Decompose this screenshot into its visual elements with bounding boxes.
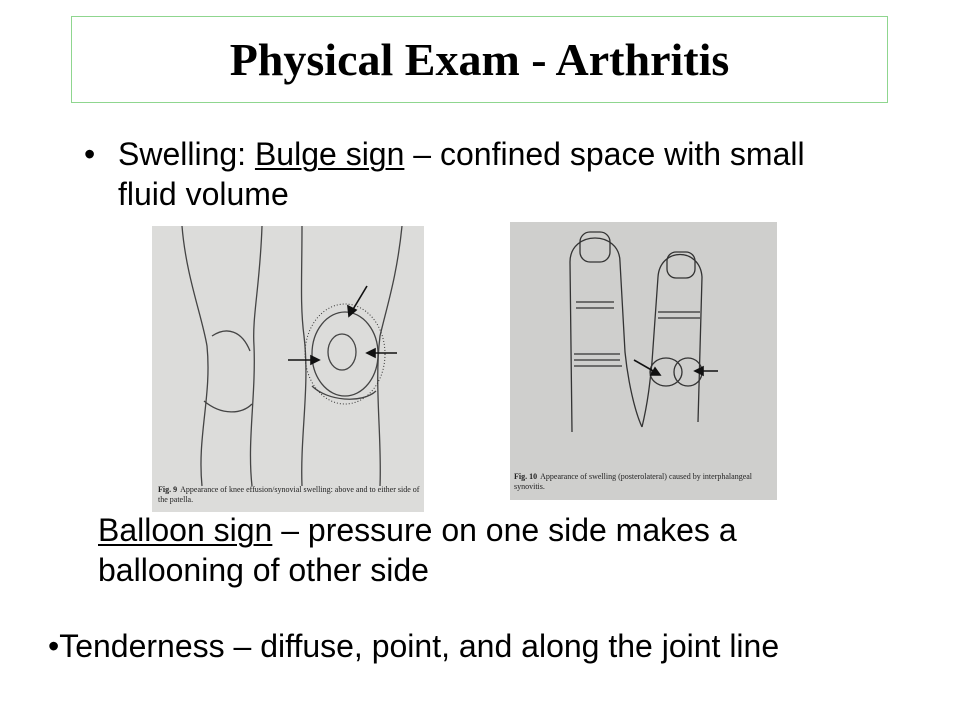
swelling-bullet: [84, 134, 864, 214]
title-box: [71, 16, 888, 103]
finger-illustration: [510, 222, 777, 500]
swelling-description: – confined space with small fluid volume: [118, 136, 805, 212]
knee-caption-text: Appearance of knee effusion/synovial swelling: above and to either side of the patella.: [158, 485, 420, 504]
bullet-dot: •: [84, 136, 96, 172]
knee-fig-label: Fig. 9: [158, 485, 178, 494]
finger-figure: [510, 222, 777, 500]
knee-figure: [152, 226, 424, 512]
tenderness-text: Tenderness – diffuse, point, and along the joint line: [59, 628, 780, 664]
finger-caption: [514, 472, 774, 492]
bulge-sign-term: Bulge sign: [254, 136, 405, 172]
bullet-dot: •: [48, 628, 60, 664]
tenderness-bullet: [48, 626, 938, 666]
finger-caption-text: Appearance of swelling (posterolateral) caused by interphalangeal synovitis.: [514, 472, 753, 491]
knee-illustration: [152, 226, 424, 512]
balloon-sign-term: Balloon sign: [98, 512, 273, 548]
swelling-lead: Swelling:: [118, 136, 255, 172]
balloon-sign-text: [98, 510, 818, 590]
knee-caption: [158, 485, 420, 505]
swelling-text: [118, 134, 864, 214]
finger-fig-label: Fig. 10: [514, 472, 538, 481]
balloon-description: – pressure on one side makes a ballooning of other side: [98, 512, 737, 588]
slide-title: Physical Exam - Arthritis: [229, 34, 730, 85]
